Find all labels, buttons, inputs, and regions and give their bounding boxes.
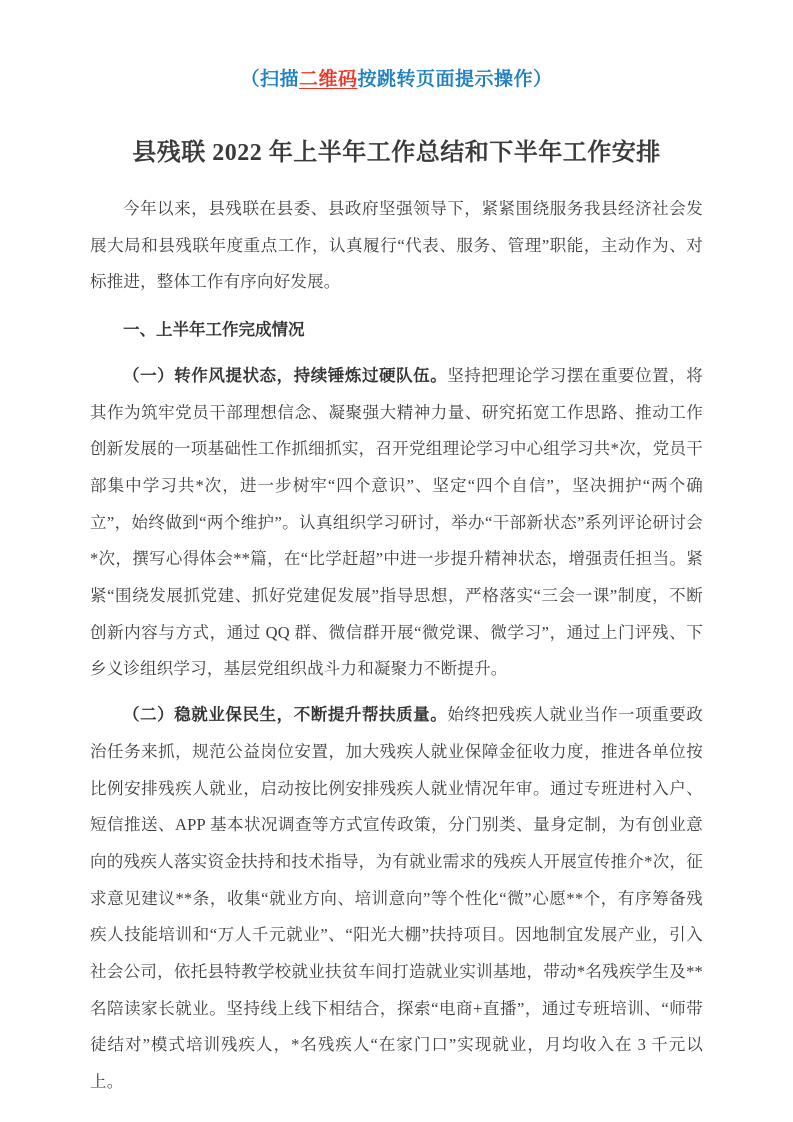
scan-notice-prefix: （扫描: [240, 69, 299, 90]
scan-notice: [90, 66, 703, 94]
section-heading-1: 一、上半年工作完成情况: [123, 321, 305, 340]
paragraph-2-body: 始终把残疾人就业当作一项重要政治任务来抓，规范公益岗位安置，加大残疾人就业保障金征收力度，推进各单位按比例安排残疾人就业，启动按比例安排残疾人就业情况年审。通过专班进村入户、短信推送、APP 基本状况调查等方式宣传政策，分门别类、量身定制，为有创业意向的残疾人落实资金扶持和技术指导，为有就业需求的残疾人开展宣传推介*次，征求意见建议**条，收集“就业方向、培训意向”等个性化“微”心愿**个，有序筹备残疾人技能培训和“万人千元就业”、“阳光大棚”扶持项目。因地制宜发展产业，引入社会公司，依托县特教学校就业扶贫车间打造就业实训基地，带动*名残疾学生及**名陪读家长就业。坚持线上线下相结合，探索“电商+直播”，通过专班培训、“师带徒结对”模式培训残疾人，*名残疾人“在家门口”实现就业，月均收入在 3 千元以上。: [90, 705, 703, 1092]
document-title: 县残联 2022 年上半年工作总结和下半年工作安排: [132, 140, 661, 166]
intro-paragraph: 今年以来，县残联在县委、县政府坚强领导下，紧紧围绕服务我县经济社会发展大局和县残联年度重点工作，认真履行“代表、服务、管理”职能，主动作为、对标推进，整体工作有序向好发展。: [90, 199, 703, 292]
scan-notice-suffix: 按跳转页面提示操作）: [357, 69, 553, 90]
paragraph-2-lead: （二）稳就业保民生，不断提升帮扶质量。: [123, 706, 448, 725]
paragraph-1: [90, 358, 703, 688]
paragraph-1-lead: （一）转作风提状态，持续锤炼过硬队伍。: [123, 366, 448, 385]
paragraph-1-body: 坚持把理论学习摆在重要位置，将其作为筑牢党员干部理想信念、凝聚强大精神力量、研究拓宽工作思路、推动工作创新发展的一项基础性工作抓细抓实，召开党组理论学习中心组学习共*次，党员干部集中学习共*次，进一步树牢“四个意识”、坚定“四个自信”，坚决拥护“两个确立”，始终做到“两个维护”。认真组织学习研讨，举办“干部新状态”系列评论研讨会*次，撰写心得体会**篇，在“比学赶超”中进一步提升精神状态，增强责任担当。紧紧“围绕发展抓党建、抓好党建促发展”指导思想，严格落实“三会一课”制度，不断创新内容与方式，通过 QQ 群、微信群开展“微党课、微学习”，通过上门评残、下乡义诊组织学习，基层党组织战斗力和凝聚力不断提升。: [90, 365, 703, 679]
qr-code-link[interactable]: 二维码: [298, 69, 358, 90]
paragraph-2: [90, 697, 703, 1101]
